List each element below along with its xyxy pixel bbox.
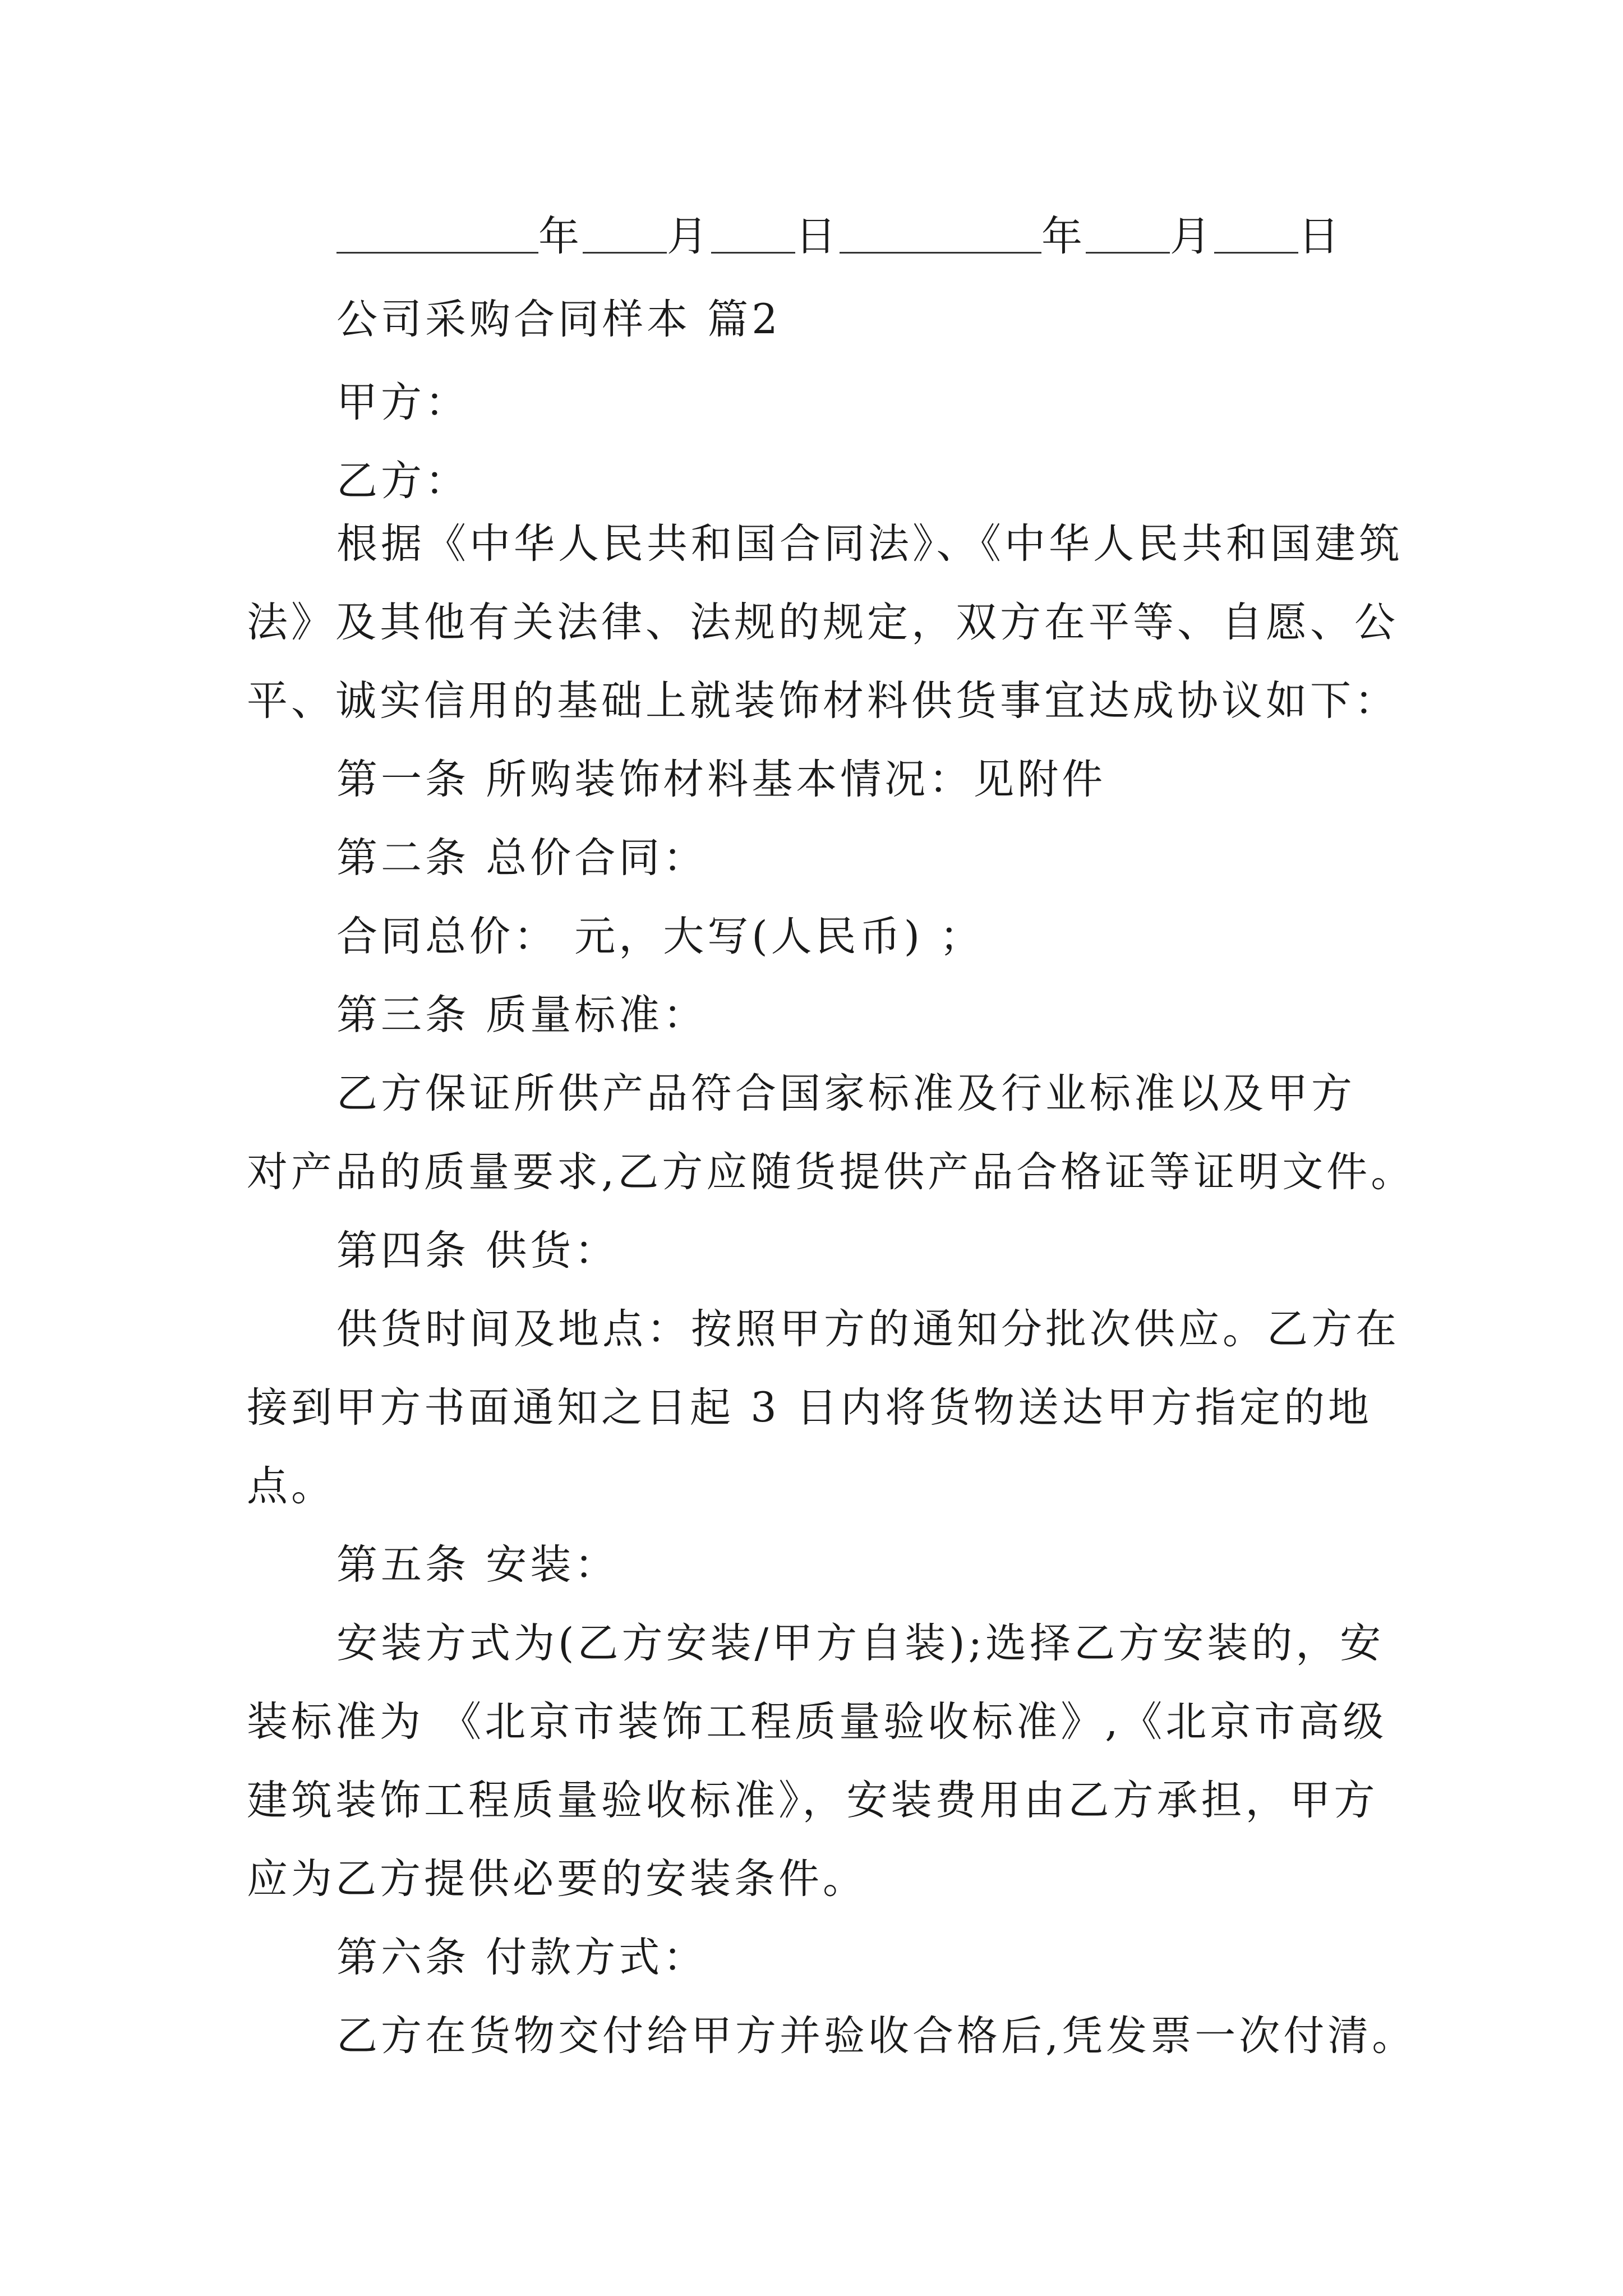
paragraph-line: 对产品的质量要求,乙方应随货提供产品合格证等证明文件。 [247,1148,1415,1196]
paragraph-line: 乙方在货物交付给甲方并验收合格后,凭发票一次付清。 [336,2012,1417,2060]
paragraph-line: 合同总价： 元，大写(人民币) ； [336,913,984,960]
paragraph-line: 根据《中华人民共和国合同法》、《中华人民共和国建筑 [336,520,1403,568]
day-label: 日 [1298,213,1343,260]
day-blank [1214,213,1298,254]
day-blank [711,213,795,254]
section-heading: 公司采购合同样本 篇2 [336,296,781,343]
year-blank [840,213,1041,254]
party-a-label: 甲方： [336,379,469,426]
year-label: 年 [538,213,583,260]
article-heading: 第一条 所购装饰材料基本情况：见附件 [336,756,1106,803]
article-heading: 第二条 总价合同： [336,834,708,882]
paragraph-line: 建筑装饰工程质量验收标准》，安装费用由乙方承担，甲方 [247,1777,1378,1824]
month-label: 月 [667,213,711,260]
date-line [336,209,1481,265]
day-label: 日 [795,213,840,260]
month-label: 月 [1170,213,1214,260]
article-heading: 第五条 安装： [336,1541,619,1589]
paragraph-line: 装标准为 《北京市装饰工程质量验收标准》,《北京市高级 [247,1698,1387,1746]
article-heading: 第四条 供货： [336,1227,619,1274]
month-blank [1086,213,1170,254]
article-heading: 第三条 质量标准： [336,991,708,1039]
paragraph-line: 平、诚实信用的基础上就装饰材料供货事宜达成协议如下： [247,677,1399,725]
paragraph-line: 接到甲方书面通知之日起 3 日内将货物送达甲方指定的地 [247,1384,1372,1432]
paragraph-line: 安装方式为(乙方安装/甲方自装);选择乙方安装的，安 [336,1619,1385,1667]
paragraph-line: 点。 [247,1462,335,1510]
article-heading: 第六条 付款方式： [336,1934,708,1981]
year-blank [336,213,538,254]
year-label: 年 [1041,213,1086,260]
month-blank [583,213,667,254]
paragraph-line: 供货时间及地点：按照甲方的通知分批次供应。乙方在 [336,1305,1400,1353]
party-b-label: 乙方： [336,457,469,505]
paragraph-line: 法》及其他有关法律、法规的规定，双方在平等、自愿、公 [247,599,1399,646]
paragraph-line: 应为乙方提供必要的安装条件。 [247,1855,867,1903]
paragraph-line: 乙方保证所供产品符合国家标准及行业标准以及甲方 [336,1070,1355,1117]
